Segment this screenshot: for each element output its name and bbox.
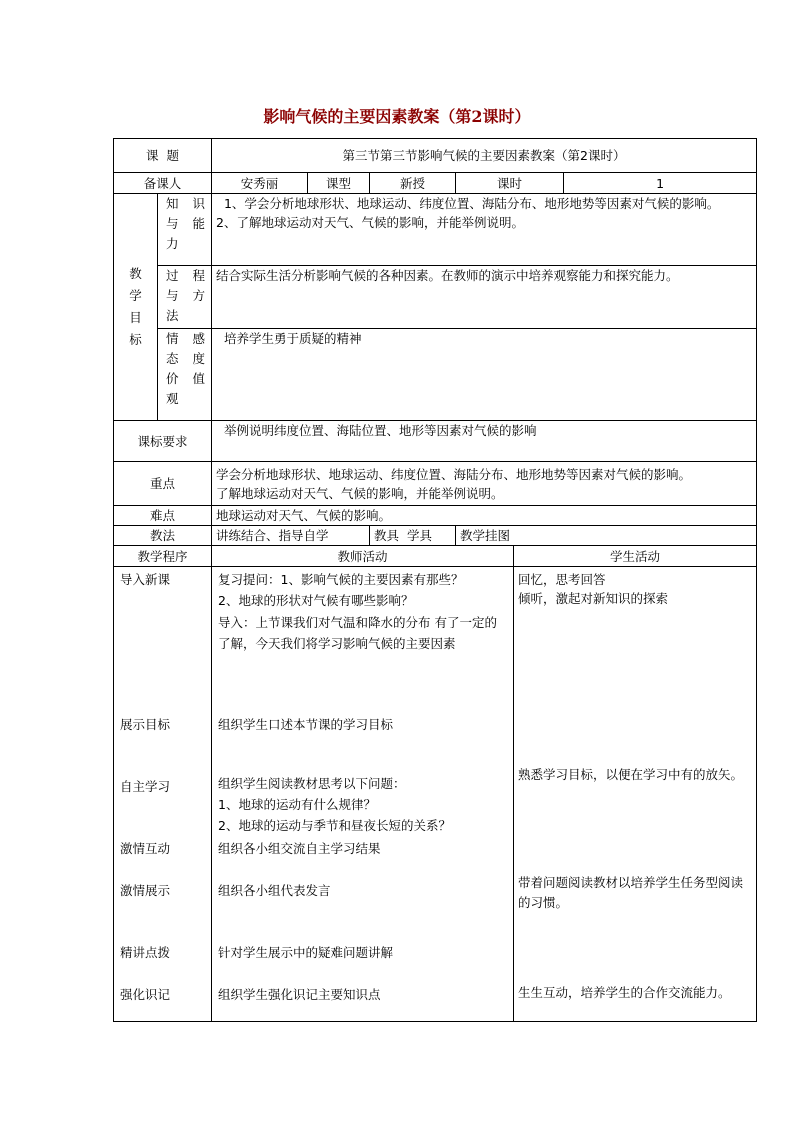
emotion-label-line: 价 值 bbox=[166, 371, 206, 386]
step-name: 精讲点拨 bbox=[120, 945, 171, 960]
teacher-goals: 组织学生口述本节课的学习目标 bbox=[218, 717, 394, 732]
method-label: 教法 bbox=[114, 526, 212, 546]
step-name: 展示目标 bbox=[120, 717, 171, 732]
knowledge-label-line: 力 bbox=[166, 236, 179, 251]
steps-header: 教学程序 bbox=[114, 546, 212, 567]
preparer-value: 安秀丽 bbox=[212, 173, 308, 194]
knowledge-label-line: 与 能 bbox=[166, 216, 206, 231]
document-title: 影响气候的主要因素教案（第2课时） bbox=[263, 107, 531, 126]
teacher-header: 教师活动 bbox=[212, 546, 514, 567]
preparer-label: 备课人 bbox=[114, 173, 212, 194]
lesson-plan-table bbox=[113, 138, 757, 1022]
tools-text: 教学挂图 bbox=[456, 526, 757, 546]
type-label: 课型 bbox=[308, 173, 370, 194]
teacher-memorize: 组织学生强化识记主要知识点 bbox=[218, 987, 381, 1002]
step-name: 强化识记 bbox=[120, 987, 171, 1002]
difficult-text: 地球运动对天气、气候的影响。 bbox=[212, 506, 757, 526]
method-text: 讲练结合、指导自学 bbox=[212, 526, 370, 546]
key-text bbox=[212, 462, 757, 506]
standard-label: 课标要求 bbox=[114, 421, 212, 462]
step-name: 激情互动 bbox=[120, 841, 171, 856]
objectives-label-char: 标 bbox=[129, 332, 142, 347]
teacher-show: 组织各小组代表发言 bbox=[218, 883, 331, 898]
step-name: 激情展示 bbox=[120, 883, 171, 898]
standard-text: 举例说明纬度位置、海陆位置、地形等因素对气候的影响 bbox=[212, 421, 757, 462]
teacher-self-study bbox=[218, 774, 507, 835]
knowledge-line: 1、学会分析地球形状、地球运动、纬度位置、海陆分布、地形地势等因素对气候的影响。 bbox=[216, 196, 720, 211]
period-value: 1 bbox=[564, 173, 757, 194]
teacher-self-study-line: 组织学生阅读教材思考以下问题： bbox=[218, 776, 406, 791]
process-label-line: 过 程 bbox=[166, 268, 206, 283]
teacher-intro bbox=[218, 570, 507, 654]
period-label: 课时 bbox=[456, 173, 564, 194]
teacher-intro-line: 2、地球的形状对气候有哪些影响？ bbox=[218, 593, 414, 608]
topic-label: 课 题 bbox=[114, 139, 212, 173]
knowledge-label bbox=[158, 194, 212, 266]
teacher-self-study-line: 2、地球的运动与季节和昼夜长短的关系？ bbox=[218, 818, 451, 833]
objectives-label bbox=[114, 194, 158, 421]
student-intro-line: 回忆，思考回答 bbox=[518, 572, 606, 587]
knowledge-text bbox=[212, 194, 757, 266]
teacher-intro-line: 导入：上节课我们对气温和降水的分布 有了一定的了解，今天我们将学习影响气候的主要因素 bbox=[218, 615, 497, 651]
student-intro bbox=[518, 570, 752, 608]
emotion-text: 培养学生勇于质疑的精神 bbox=[212, 329, 757, 421]
student-header: 学生活动 bbox=[514, 546, 757, 567]
student-intro-line: 倾听，激起对新知识的探索 bbox=[518, 591, 669, 606]
student-memorize: 生生互动，培养学生的合作交流能力。 bbox=[518, 985, 731, 1000]
process-label-line: 与 方 bbox=[166, 288, 206, 303]
teacher-intro-line: 复习提问：1、影响气候的主要因素有那些？ bbox=[218, 572, 464, 587]
key-label: 重点 bbox=[114, 462, 212, 506]
process-label-line: 法 bbox=[166, 308, 179, 323]
knowledge-line: 2、了解地球运动对天气、气候的影响，并能举例说明。 bbox=[216, 215, 524, 230]
step-name: 自主学习 bbox=[120, 779, 171, 794]
student-show: 带着问题阅读教材以培养学生任务型阅读的习惯。 bbox=[518, 875, 744, 910]
emotion-label-line: 观 bbox=[166, 391, 179, 406]
teacher-interact: 组织各小组交流自主学习结果 bbox=[218, 841, 381, 856]
difficult-label: 难点 bbox=[114, 506, 212, 526]
key-line: 了解地球运动对天气、气候的影响，并能举例说明。 bbox=[216, 485, 504, 501]
emotion-label bbox=[158, 329, 212, 421]
teacher-column bbox=[212, 567, 514, 1022]
student-self-study: 熟悉学习目标，以便在学习中有的放矢。 bbox=[518, 767, 744, 782]
tools-label: 教具 学具 bbox=[370, 526, 456, 546]
student-column bbox=[514, 567, 757, 1022]
knowledge-label-line: 知 识 bbox=[166, 196, 206, 211]
topic-value: 第三节第三节影响气候的主要因素教案（第2课时） bbox=[212, 139, 757, 173]
process-text: 结合实际生活分析影响气候的各种因素。在教师的演示中培养观察能力和探究能力。 bbox=[212, 266, 757, 329]
process-label bbox=[158, 266, 212, 329]
emotion-label-line: 情 感 bbox=[166, 331, 206, 346]
teacher-self-study-line: 1、地球的运动有什么规律？ bbox=[218, 797, 376, 812]
objectives-label-char: 教 bbox=[129, 266, 142, 281]
teacher-explain: 针对学生展示中的疑难问题讲解 bbox=[218, 945, 394, 960]
objectives-label-char: 目 bbox=[129, 310, 142, 325]
objectives-label-char: 学 bbox=[129, 288, 142, 303]
key-line: 学会分析地球形状、地球运动、纬度位置、海陆分布、地形地势等因素对气候的影响。 bbox=[216, 466, 692, 482]
emotion-label-line: 态 度 bbox=[166, 351, 206, 366]
steps-column bbox=[114, 567, 212, 1022]
type-value: 新授 bbox=[370, 173, 456, 194]
step-name: 导入新课 bbox=[120, 572, 171, 587]
